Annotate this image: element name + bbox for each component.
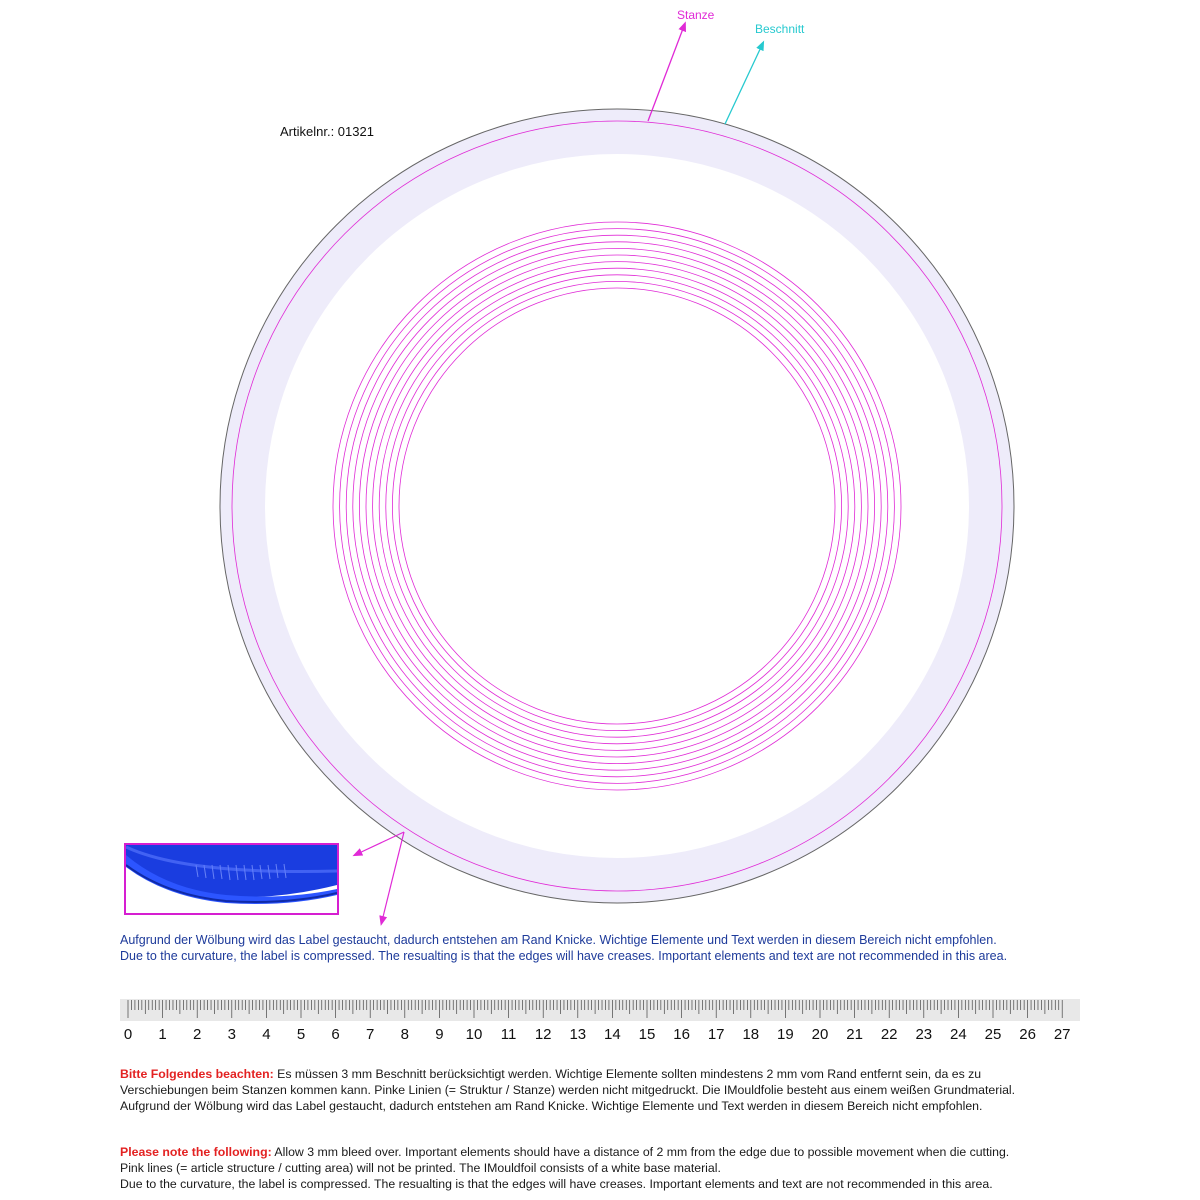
ruler-label: 26: [1019, 1026, 1036, 1043]
stanze-arrow-icon: [648, 26, 684, 121]
ruler-label: 3: [227, 1026, 236, 1043]
ruler-label: 18: [742, 1026, 760, 1043]
ruler-label: 27: [1053, 1026, 1071, 1043]
ruler-strip: [120, 999, 1080, 1021]
ruler-label: 25: [984, 1026, 1002, 1043]
notes-de-line1: Es müssen 3 mm Beschnitt berücksichtigt werden. Wichtige Elemente sollten mindestens 2 mm vom Rand entfernt sein, da es zu: [273, 1067, 982, 1081]
curvature-note-de: Aufgrund der Wölbung wird das Label gestaucht, dadurch entstehen am Rand Knicke. Wichtige Elemente und Text werden in diesem Bereich nicht empfohlen.: [120, 933, 997, 947]
ruler-label: 6: [331, 1026, 340, 1043]
notes-de-line3: Aufgrund der Wölbung wird das Label gestaucht, dadurch entstehen am Rand Knicke. Wichtige Elemente und Text werden in diesem Bereich nicht empfohlen.: [120, 1099, 983, 1113]
beschnitt-label: Beschnitt: [755, 22, 805, 36]
ruler-label: 1: [158, 1026, 167, 1043]
ruler-label: 12: [534, 1026, 552, 1043]
safe-area-circle: [265, 154, 969, 858]
notes-german: [120, 1066, 1015, 1114]
ruler-label: 14: [604, 1026, 621, 1043]
ruler-label: 20: [811, 1026, 829, 1043]
ruler-label: 9: [435, 1026, 444, 1043]
ruler-label: 4: [262, 1026, 271, 1043]
crease-pointer-icon: [357, 832, 404, 921]
ruler: [120, 999, 1080, 1043]
ruler-label: 16: [673, 1026, 690, 1043]
ruler-label: 7: [366, 1026, 375, 1043]
ruler-label: 17: [707, 1026, 725, 1043]
notes-de-line2: Verschiebungen beim Stanzen kommen kann. Pinke Linien (= Struktur / Stanze) werden nicht mitgedruckt. Die IMouldfolie besteht aus einem weißen Grundmaterial.: [120, 1083, 1016, 1097]
ruler-label: 24: [950, 1026, 967, 1043]
notes-en-line1: Allow 3 mm bleed over. Important elements should have a distance of 2 mm from the edge due to possible movement when die cutting.: [271, 1145, 1010, 1159]
notes-english: [120, 1144, 1009, 1192]
ruler-label: 11: [500, 1026, 517, 1043]
ruler-label: 13: [569, 1026, 587, 1043]
ruler-label: 5: [296, 1026, 306, 1043]
stanze-label: Stanze: [677, 8, 715, 22]
ruler-label: 21: [846, 1026, 863, 1043]
label-disc: [220, 109, 1014, 903]
curvature-note-en: Due to the curvature, the label is compressed. The resualting is that the edges will have creases. Important elements and text are not recommended in this area.: [120, 949, 1008, 963]
ruler-label: 19: [777, 1026, 794, 1043]
beschnitt-arrow-icon: [725, 45, 762, 124]
ruler-label: 15: [638, 1026, 656, 1043]
notes-de-heading: Bitte Folgendes beachten:: [120, 1067, 274, 1081]
ruler-label: 22: [880, 1026, 898, 1043]
lid-edge-illustration: [126, 845, 337, 913]
lid-edge-photo: [124, 843, 339, 915]
ruler-label: 23: [915, 1026, 933, 1043]
notes-en-line3: Due to the curvature, the label is compressed. The resualting is that the edges will have creases. Important elements and text are not recommended in this area.: [120, 1177, 993, 1191]
notes-en-line2: Pink lines (= article structure / cutting area) will not be printed. The IMouldfoil consists of a white base material.: [120, 1161, 721, 1175]
ruler-label: 8: [400, 1026, 409, 1043]
ruler-label: 10: [465, 1026, 483, 1043]
ruler-label: 0: [123, 1026, 133, 1043]
article-number: Artikelnr.: 01321: [280, 124, 374, 139]
notes-en-heading: Please note the following:: [120, 1145, 272, 1159]
ruler-label: 2: [193, 1026, 202, 1043]
curvature-note: [120, 932, 1007, 964]
